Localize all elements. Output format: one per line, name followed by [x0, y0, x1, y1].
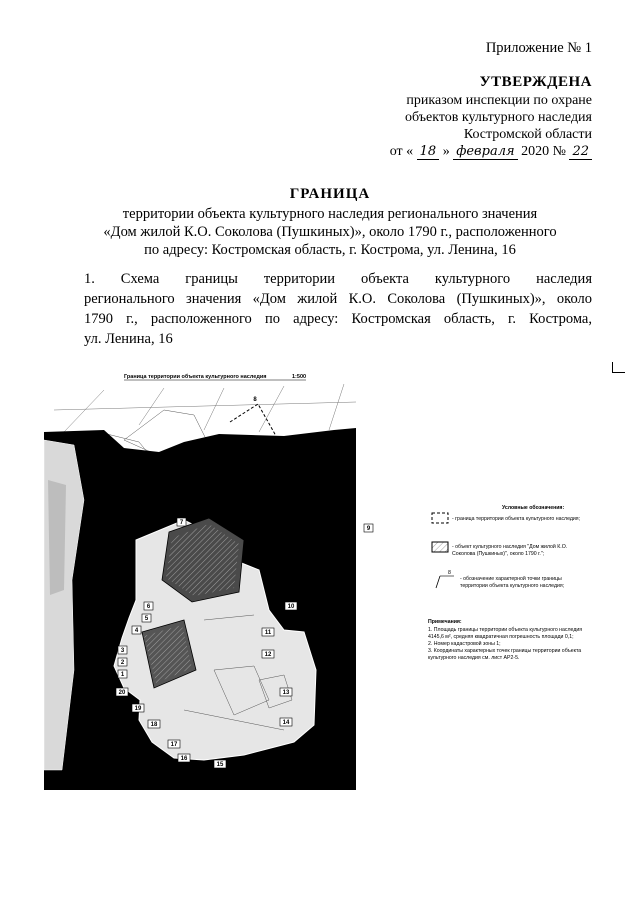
date-mid: » [442, 144, 450, 159]
date-year: 2020 № [521, 144, 566, 159]
order-date-line [390, 144, 592, 160]
point-5: 5 [144, 616, 149, 622]
order-line-1: приказом инспекции по охране [406, 93, 592, 108]
point-20: 20 [118, 690, 126, 696]
point-13: 13 [282, 690, 290, 696]
left-building [48, 480, 66, 595]
date-month: февраля [453, 144, 517, 160]
paragraph-line-1: 1. Схема границы территории объекта культурного наследия [84, 271, 592, 287]
date-prefix: от « [389, 144, 414, 159]
approved-label: УТВЕРЖДЕНА [479, 74, 592, 90]
date-day: 18 [417, 144, 440, 160]
title-line-1: территории объекта культурного наследия регионального значения [122, 206, 538, 222]
note-3a: 3. Координаты характерных точек границы территории объекта [428, 648, 582, 654]
paragraph-line-2: регионального значения «Дом жилой К.О. Соколова (Пушкиных)», около [84, 291, 592, 307]
order-number: 22 [569, 144, 592, 160]
legend-item-heritage-2: Соколова (Пушкиных)", около 1790 г."; [452, 551, 545, 557]
paragraph-line-3: 1790 г., расположенного по адресу: Костромская область, г. Кострома, [84, 311, 592, 327]
note-1b: 4145,6 м², средняя квадратичная погрешность площади 0,1; [428, 634, 574, 640]
title-line-2: «Дом жилой К.О. Соколова (Пушкиных)», около 1790 г., расположенного [103, 224, 557, 240]
legend-title: Условные обозначения: [502, 505, 565, 511]
legend [432, 504, 580, 589]
point-9: 9 [366, 526, 371, 532]
note-3b: культурного наследия см. лист АР2-5. [428, 655, 520, 661]
document-title: ГРАНИЦА [289, 186, 371, 202]
note-1a: 1. Площадь границы территории объекта культурного наследия [428, 627, 583, 633]
boundary-map [44, 370, 610, 800]
appendix-label: Приложение № 1 [485, 40, 592, 56]
order-line-3: Костромской области [463, 127, 592, 142]
point-10: 10 [287, 604, 295, 610]
map-caption: Граница территории объекта культурного наследия [124, 374, 267, 380]
point-17: 17 [170, 742, 178, 748]
legend-point-number: 8 [448, 570, 451, 576]
order-line-2: объектов культурного наследия [404, 110, 592, 125]
point-16: 16 [180, 756, 188, 762]
point-1: 1 [120, 672, 125, 678]
point-3: 3 [120, 648, 125, 654]
legend-point-symbol [436, 576, 440, 588]
legend-item-heritage-1: - объект культурного наследия "Дом жилой К.О. [452, 544, 568, 550]
point-18: 18 [150, 722, 158, 728]
legend-item-point-1: - обозначение характерной точки границы [460, 576, 562, 582]
point-11: 11 [264, 630, 272, 636]
legend-boundary-symbol [432, 513, 448, 523]
notes [428, 619, 582, 661]
legend-item-point-2: территории объекта культурного наследия; [460, 583, 565, 589]
point-6: 6 [146, 604, 151, 610]
note-2: 2. Номер кадастровой зоны 1; [428, 641, 501, 647]
map-scale: 1:500 [292, 374, 307, 380]
corner-mark [612, 362, 625, 373]
notes-title: Примечания: [428, 619, 462, 625]
legend-item-boundary: - граница территории объекта культурного наследия; [452, 516, 581, 522]
point-7: 7 [179, 520, 184, 526]
point-14: 14 [282, 720, 290, 726]
point-15: 15 [216, 762, 224, 768]
point-2: 2 [120, 660, 125, 666]
paragraph-line-4: ул. Ленина, 16 [84, 331, 173, 347]
point-label-top: 8 [253, 397, 257, 403]
point-19: 19 [134, 706, 142, 712]
point-12: 12 [264, 652, 272, 658]
point-4: 4 [134, 628, 139, 634]
title-line-3: по адресу: Костромская область, г. Кострома, ул. Ленина, 16 [144, 242, 516, 258]
legend-heritage-symbol [432, 542, 448, 552]
